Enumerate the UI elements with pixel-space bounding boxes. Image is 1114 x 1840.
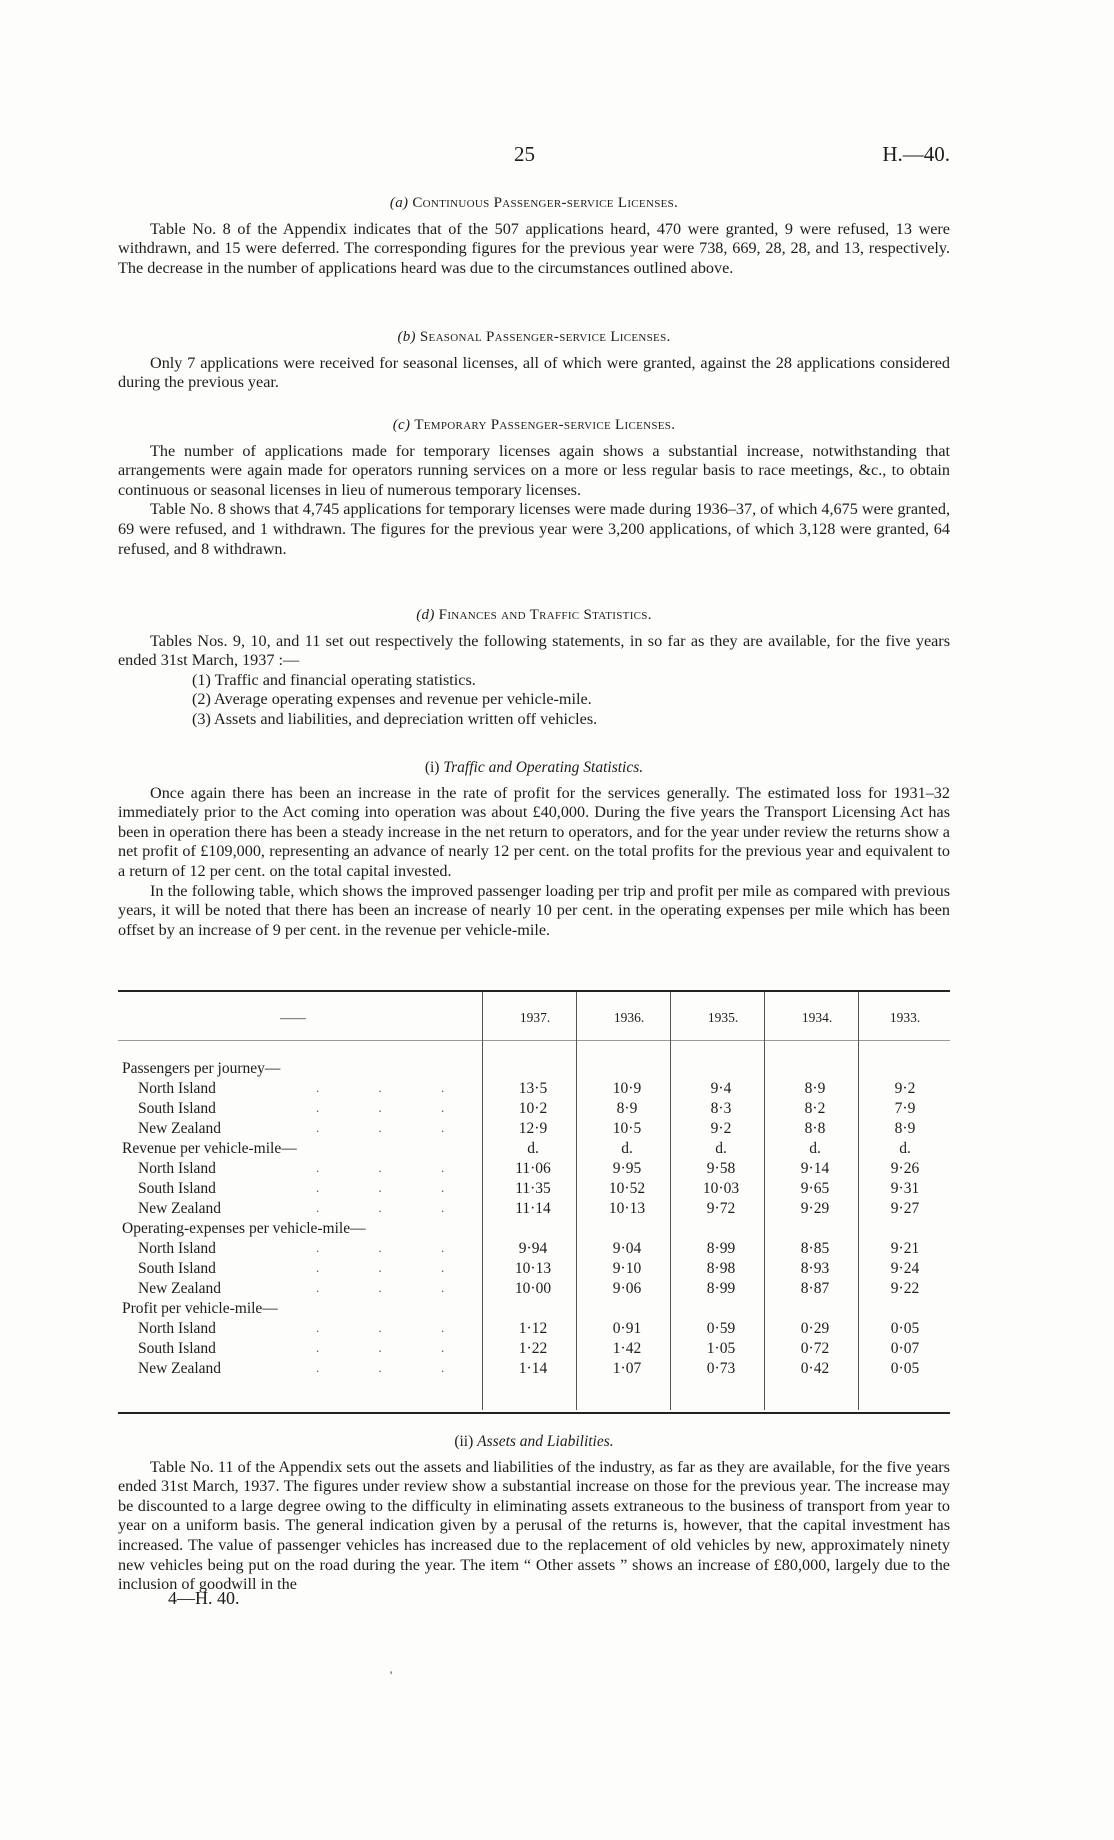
section-b-heading: (b) Seasonal Passenger-service Licenses.: [397, 329, 671, 345]
table-row: South Island . . . 1·22 1·42 1·05 0·72 0·07: [138, 1340, 920, 1357]
section-c: [118, 416, 950, 559]
section-c-paragraph-1: The number of applications made for temporary licenses again shows a substantial increase, notwithstanding that arrangements were again made for operators running services on a more or less regular basis to race meetings, &c., to obtain continuous or seasonal licenses in lieu of numerous temporary licenses.: [118, 441, 950, 499]
list-item: (1) Traffic and financial operating statistics.: [192, 670, 476, 689]
section-i: [118, 758, 950, 940]
column-header-1933: 1933.: [889, 1010, 921, 1025]
section-i-heading: (i) Traffic and Operating Statistics.: [424, 759, 644, 776]
group-heading: Profit per vehicle-mile—: [122, 1300, 278, 1317]
table-row: South Island . . . 10·13 9·10 8·98 8·93 9·24: [138, 1260, 920, 1277]
document-code: H.—40.: [882, 142, 950, 166]
table-row: New Zealand . . . 10·00 9·06 8·99 8·87 9·22: [138, 1280, 920, 1297]
section-b: [118, 328, 950, 393]
page-number: 25: [514, 142, 535, 166]
list-item: (2) Average operating expenses and revenue per vehicle-mile.: [192, 690, 592, 709]
column-header-1936: 1936.: [613, 1010, 645, 1025]
section-c-paragraph-2: Table No. 8 shows that 4,745 applications for temporary licenses were made during 1936–37, of which 4,675 were granted, 69 were refused, and 1 withdrawn. The figures for the previous year were 3,200 applications, of which 3,128 were granted, 64 refused, and 8 withdrawn.: [118, 500, 950, 558]
statement-list: [192, 671, 950, 730]
table-row: North Island . . . 9·94 9·04 8·99 8·85 9·21: [138, 1240, 920, 1257]
page-signature: 4—H. 40.: [168, 1588, 240, 1608]
table-row: New Zealand . . . 11·14 10·13 9·72 9·29 9·27: [138, 1200, 920, 1217]
section-i-paragraph-1: Once again there has been an increase in the rate of profit for the services generally. The estimated loss for 1931–32 immediately prior to the Act coming into operation was about £40,000. During the five years the Transport Licensing Act has been in operation there has been a steady increase in the net return to operators, and for the year under review the returns show a net profit of £109,000, representing an advance of nearly 12 per cent. on the total profits for the previous year and equivalent to a return of 12 per cent. on the total capital invested.: [118, 783, 950, 880]
table-row: New Zealand . . . 1·14 1·07 0·73 0·42 0·05: [138, 1360, 920, 1377]
list-item: (3) Assets and liabilities, and depreciation written off vehicles.: [192, 709, 598, 728]
table-row: North Island . . . 11·06 9·95 9·58 9·14 9·26: [138, 1160, 920, 1177]
group-heading: Revenue per vehicle-mile— d. d. d. d. d.: [122, 1140, 911, 1157]
page-header: [118, 142, 950, 168]
table-row: North Island . . . 13·5 10·9 9·4 8·9 9·2: [138, 1080, 916, 1097]
section-b-paragraph: Only 7 applications were received for seasonal licenses, all of which were granted, against the 28 applications considered during the previous year.: [118, 353, 950, 392]
table-row: South Island . . . 10·2 8·9 8·3 8·2 7·9: [138, 1100, 916, 1117]
table-row: New Zealand . . . 12·9 10·5 9·2 8·8 8·9: [138, 1120, 916, 1137]
column-header-1937: 1937.: [519, 1010, 551, 1025]
section-ii-heading: (ii) Assets and Liabilities.: [454, 1433, 614, 1450]
table-row: North Island . . . 1·12 0·91 0·59 0·29 0·05: [138, 1320, 920, 1337]
group-heading: Passengers per journey—: [122, 1060, 281, 1077]
group-heading: Operating-expenses per vehicle-mile—: [122, 1220, 366, 1237]
document-page: [118, 0, 950, 1840]
column-header-1934: 1934.: [801, 1010, 833, 1025]
page-mark: ': [390, 1668, 393, 1682]
section-a: [118, 194, 950, 278]
section-i-paragraph-2: In the following table, which shows the improved passenger loading per trip and profit per mile as compared with previous years, it will be noted that there has been an increase of nearly 10 per cent. in the operating expenses per mile which has been offset by an increase of 9 per cent. in the revenue per vehicle-mile.: [118, 881, 950, 939]
section-ii: [118, 1432, 950, 1595]
table-row: South Island . . . 11·35 10·52 10·03 9·65 9·31: [138, 1180, 920, 1197]
statistics-table: [118, 990, 950, 1414]
section-ii-paragraph: Table No. 11 of the Appendix sets out the assets and liabilities of the industry, as far as they are available, for the five years ended 31st March, 1937. The figures under review show a substantial increase on those for the previous year. The increase may be discounted to a large degree owing to the difficulty in eliminating assets extraneous to the business of transport from year to year on a uniform basis. The general indication given by a perusal of the returns is, however, that the capital investment has increased. The value of passenger vehicles has increased due to the replacement of old vehicles by new, approximately ninety new vehicles being put on the road during the year. The item “ Other assets ” shows an increase of £80,000, largely due to the inclusion of goodwill in the: [118, 1457, 950, 1594]
section-d-paragraph: Tables Nos. 9, 10, and 11 set out respectively the following statements, in so far as they are available, for the five years ended 31st March, 1937 :—: [118, 631, 950, 670]
section-d: [118, 606, 950, 730]
column-header-1935: 1935.: [707, 1010, 739, 1025]
table-corner: ——: [280, 1010, 306, 1025]
section-a-heading: (a) Continuous Passenger-service Licenses.: [389, 195, 679, 211]
section-a-paragraph: Table No. 8 of the Appendix indicates that of the 507 applications heard, 470 were granted, 9 were refused, 13 were withdrawn, and 15 were deferred. The corresponding figures for the previous year were 738, 669, 28, 28, and 13, respectively. The decrease in the number of applications heard was due to the circumstances outlined above.: [118, 219, 950, 277]
section-c-heading: (c) Temporary Passenger-service Licenses.: [392, 417, 676, 433]
section-d-heading: (d) Finances and Traffic Statistics.: [416, 607, 652, 623]
table-header: [118, 992, 950, 1041]
